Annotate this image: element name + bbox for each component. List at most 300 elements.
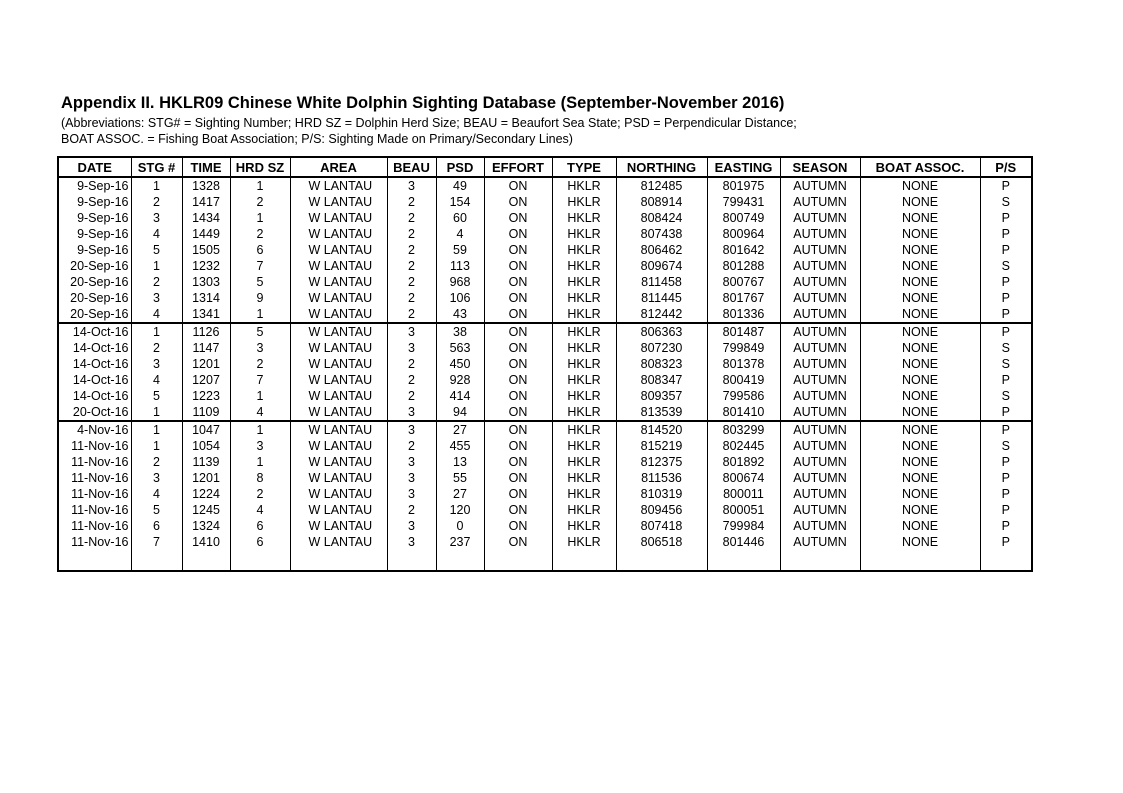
cell-date: 9-Sep-16 [58, 194, 131, 210]
cell-beau: 2 [387, 372, 436, 388]
cell-hrd-sz: 2 [230, 356, 290, 372]
empty-cell [552, 550, 616, 571]
cell-effort: ON [484, 258, 552, 274]
table-row [58, 502, 1032, 518]
cell-date: 20-Oct-16 [58, 404, 131, 421]
cell-type: HKLR [552, 518, 616, 534]
cell-date: 9-Sep-16 [58, 226, 131, 242]
cell-stg: 3 [131, 210, 182, 226]
cell-hrd-sz: 1 [230, 421, 290, 438]
cell-easting: 801975 [707, 177, 780, 194]
cell-season: AUTUMN [780, 356, 860, 372]
cell-effort: ON [484, 274, 552, 290]
cell-time: 1139 [182, 454, 230, 470]
cell-northing: 807438 [616, 226, 707, 242]
cell-psd: 0 [436, 518, 484, 534]
cell-season: AUTUMN [780, 388, 860, 404]
cell-hrd-sz: 1 [230, 210, 290, 226]
cell-hrd-sz: 1 [230, 388, 290, 404]
cell-ps: P [980, 404, 1032, 421]
cell-stg: 1 [131, 438, 182, 454]
table-row [58, 404, 1032, 421]
cell-boat-assoc: NONE [860, 177, 980, 194]
cell-beau: 3 [387, 340, 436, 356]
cell-psd: 55 [436, 470, 484, 486]
cell-area: W LANTAU [290, 518, 387, 534]
cell-season: AUTUMN [780, 258, 860, 274]
cell-northing: 809357 [616, 388, 707, 404]
cell-ps: P [980, 454, 1032, 470]
cell-effort: ON [484, 323, 552, 340]
cell-area: W LANTAU [290, 177, 387, 194]
cell-time: 1054 [182, 438, 230, 454]
cell-beau: 2 [387, 258, 436, 274]
empty-cell [387, 550, 436, 571]
cell-ps: S [980, 340, 1032, 356]
cell-effort: ON [484, 388, 552, 404]
cell-season: AUTUMN [780, 340, 860, 356]
cell-boat-assoc: NONE [860, 340, 980, 356]
cell-area: W LANTAU [290, 388, 387, 404]
cell-ps: S [980, 194, 1032, 210]
cell-beau: 3 [387, 486, 436, 502]
cell-northing: 808914 [616, 194, 707, 210]
cell-stg: 2 [131, 274, 182, 290]
cell-psd: 563 [436, 340, 484, 356]
cell-beau: 2 [387, 290, 436, 306]
header-beau: BEAU [387, 157, 436, 177]
cell-northing: 806518 [616, 534, 707, 550]
cell-psd: 450 [436, 356, 484, 372]
cell-time: 1201 [182, 470, 230, 486]
cell-easting: 801378 [707, 356, 780, 372]
cell-hrd-sz: 1 [230, 177, 290, 194]
cell-effort: ON [484, 372, 552, 388]
cell-stg: 3 [131, 470, 182, 486]
cell-easting: 801642 [707, 242, 780, 258]
cell-type: HKLR [552, 404, 616, 421]
cell-season: AUTUMN [780, 421, 860, 438]
cell-boat-assoc: NONE [860, 421, 980, 438]
cell-beau: 2 [387, 226, 436, 242]
header-easting: EASTING [707, 157, 780, 177]
cell-boat-assoc: NONE [860, 194, 980, 210]
cell-northing: 810319 [616, 486, 707, 502]
cell-hrd-sz: 9 [230, 290, 290, 306]
cell-season: AUTUMN [780, 454, 860, 470]
cell-effort: ON [484, 518, 552, 534]
cell-time: 1505 [182, 242, 230, 258]
cell-time: 1245 [182, 502, 230, 518]
cell-easting: 800674 [707, 470, 780, 486]
cell-northing: 813539 [616, 404, 707, 421]
cell-stg: 4 [131, 372, 182, 388]
table-row [58, 372, 1032, 388]
table-spacer-row [58, 550, 1032, 571]
cell-hrd-sz: 6 [230, 518, 290, 534]
cell-ps: P [980, 470, 1032, 486]
cell-date: 9-Sep-16 [58, 177, 131, 194]
empty-cell [182, 550, 230, 571]
cell-boat-assoc: NONE [860, 470, 980, 486]
cell-date: 11-Nov-16 [58, 486, 131, 502]
cell-area: W LANTAU [290, 372, 387, 388]
header-stg: STG # [131, 157, 182, 177]
cell-beau: 3 [387, 404, 436, 421]
cell-type: HKLR [552, 421, 616, 438]
cell-type: HKLR [552, 534, 616, 550]
cell-type: HKLR [552, 242, 616, 258]
cell-easting: 800011 [707, 486, 780, 502]
cell-northing: 812442 [616, 306, 707, 323]
cell-ps: P [980, 274, 1032, 290]
cell-season: AUTUMN [780, 194, 860, 210]
cell-stg: 3 [131, 356, 182, 372]
cell-season: AUTUMN [780, 306, 860, 323]
empty-cell [860, 550, 980, 571]
cell-type: HKLR [552, 226, 616, 242]
cell-date: 9-Sep-16 [58, 210, 131, 226]
cell-beau: 2 [387, 210, 436, 226]
cell-time: 1341 [182, 306, 230, 323]
cell-time: 1410 [182, 534, 230, 550]
cell-season: AUTUMN [780, 518, 860, 534]
cell-ps: P [980, 486, 1032, 502]
cell-hrd-sz: 5 [230, 323, 290, 340]
cell-type: HKLR [552, 258, 616, 274]
cell-northing: 815219 [616, 438, 707, 454]
cell-boat-assoc: NONE [860, 388, 980, 404]
cell-hrd-sz: 1 [230, 306, 290, 323]
cell-psd: 113 [436, 258, 484, 274]
cell-northing: 807230 [616, 340, 707, 356]
cell-northing: 808323 [616, 356, 707, 372]
cell-date: 11-Nov-16 [58, 534, 131, 550]
table-row [58, 438, 1032, 454]
cell-hrd-sz: 5 [230, 274, 290, 290]
cell-boat-assoc: NONE [860, 226, 980, 242]
cell-ps: P [980, 290, 1032, 306]
cell-boat-assoc: NONE [860, 454, 980, 470]
cell-type: HKLR [552, 454, 616, 470]
cell-easting: 799984 [707, 518, 780, 534]
cell-time: 1147 [182, 340, 230, 356]
cell-beau: 3 [387, 421, 436, 438]
cell-psd: 49 [436, 177, 484, 194]
cell-time: 1434 [182, 210, 230, 226]
cell-type: HKLR [552, 502, 616, 518]
cell-time: 1047 [182, 421, 230, 438]
cell-stg: 2 [131, 340, 182, 356]
cell-area: W LANTAU [290, 454, 387, 470]
cell-time: 1324 [182, 518, 230, 534]
cell-season: AUTUMN [780, 177, 860, 194]
cell-stg: 6 [131, 518, 182, 534]
cell-effort: ON [484, 486, 552, 502]
cell-psd: 928 [436, 372, 484, 388]
cell-hrd-sz: 8 [230, 470, 290, 486]
cell-date: 9-Sep-16 [58, 242, 131, 258]
page-title: Appendix II. HKLR09 Chinese White Dolphin Sighting Database (September-November 2016) [61, 94, 785, 112]
cell-hrd-sz: 2 [230, 486, 290, 502]
table-row [58, 388, 1032, 404]
empty-cell [707, 550, 780, 571]
table-row [58, 290, 1032, 306]
cell-stg: 2 [131, 194, 182, 210]
abbreviations-line: (Abbreviations: STG# = Sighting Number; HRD SZ = Dolphin Herd Size; BEAU = Beaufort Sea State; PSD = Perpendicular Distance; [61, 116, 797, 130]
cell-effort: ON [484, 226, 552, 242]
cell-stg: 7 [131, 534, 182, 550]
table-row [58, 177, 1032, 194]
cell-effort: ON [484, 438, 552, 454]
empty-cell [484, 550, 552, 571]
header-time: TIME [182, 157, 230, 177]
cell-beau: 2 [387, 242, 436, 258]
cell-season: AUTUMN [780, 226, 860, 242]
table-row [58, 226, 1032, 242]
cell-beau: 2 [387, 356, 436, 372]
cell-stg: 4 [131, 226, 182, 242]
cell-time: 1201 [182, 356, 230, 372]
cell-easting: 801288 [707, 258, 780, 274]
cell-season: AUTUMN [780, 486, 860, 502]
cell-boat-assoc: NONE [860, 404, 980, 421]
cell-psd: 60 [436, 210, 484, 226]
cell-area: W LANTAU [290, 306, 387, 323]
cell-stg: 1 [131, 177, 182, 194]
cell-area: W LANTAU [290, 404, 387, 421]
table-row [58, 454, 1032, 470]
cell-effort: ON [484, 290, 552, 306]
cell-type: HKLR [552, 438, 616, 454]
cell-type: HKLR [552, 210, 616, 226]
cell-psd: 106 [436, 290, 484, 306]
cell-psd: 414 [436, 388, 484, 404]
cell-time: 1207 [182, 372, 230, 388]
cell-ps: S [980, 356, 1032, 372]
cell-beau: 2 [387, 502, 436, 518]
cell-area: W LANTAU [290, 340, 387, 356]
empty-cell [980, 550, 1032, 571]
cell-date: 14-Oct-16 [58, 323, 131, 340]
table-row [58, 274, 1032, 290]
cell-northing: 806462 [616, 242, 707, 258]
empty-cell [436, 550, 484, 571]
cell-area: W LANTAU [290, 210, 387, 226]
cell-effort: ON [484, 502, 552, 518]
cell-easting: 801336 [707, 306, 780, 323]
cell-area: W LANTAU [290, 194, 387, 210]
cell-effort: ON [484, 242, 552, 258]
cell-northing: 807418 [616, 518, 707, 534]
cell-boat-assoc: NONE [860, 486, 980, 502]
cell-date: 14-Oct-16 [58, 356, 131, 372]
cell-type: HKLR [552, 177, 616, 194]
header-ps: P/S [980, 157, 1032, 177]
header-area: AREA [290, 157, 387, 177]
cell-boat-assoc: NONE [860, 258, 980, 274]
cell-hrd-sz: 6 [230, 534, 290, 550]
cell-ps: P [980, 323, 1032, 340]
cell-ps: S [980, 258, 1032, 274]
cell-area: W LANTAU [290, 534, 387, 550]
cell-easting: 801487 [707, 323, 780, 340]
table-row [58, 323, 1032, 340]
cell-ps: P [980, 518, 1032, 534]
cell-beau: 3 [387, 534, 436, 550]
cell-season: AUTUMN [780, 242, 860, 258]
cell-type: HKLR [552, 306, 616, 323]
cell-beau: 2 [387, 306, 436, 323]
cell-ps: P [980, 226, 1032, 242]
cell-hrd-sz: 7 [230, 258, 290, 274]
cell-northing: 812375 [616, 454, 707, 470]
header-boat-assoc: BOAT ASSOC. [860, 157, 980, 177]
cell-psd: 154 [436, 194, 484, 210]
cell-easting: 801892 [707, 454, 780, 470]
table-row [58, 534, 1032, 550]
cell-ps: P [980, 306, 1032, 323]
cell-stg: 2 [131, 454, 182, 470]
cell-area: W LANTAU [290, 470, 387, 486]
cell-ps: P [980, 242, 1032, 258]
cell-stg: 1 [131, 404, 182, 421]
cell-date: 14-Oct-16 [58, 340, 131, 356]
cell-effort: ON [484, 421, 552, 438]
table-body [58, 177, 1032, 571]
cell-area: W LANTAU [290, 226, 387, 242]
cell-stg: 4 [131, 306, 182, 323]
cell-area: W LANTAU [290, 274, 387, 290]
cell-date: 4-Nov-16 [58, 421, 131, 438]
cell-season: AUTUMN [780, 290, 860, 306]
cell-ps: S [980, 438, 1032, 454]
table-row [58, 258, 1032, 274]
cell-season: AUTUMN [780, 323, 860, 340]
cell-hrd-sz: 4 [230, 502, 290, 518]
table-row [58, 210, 1032, 226]
cell-boat-assoc: NONE [860, 274, 980, 290]
cell-hrd-sz: 4 [230, 404, 290, 421]
cell-beau: 2 [387, 194, 436, 210]
table-row [58, 306, 1032, 323]
cell-effort: ON [484, 404, 552, 421]
cell-easting: 802445 [707, 438, 780, 454]
cell-area: W LANTAU [290, 486, 387, 502]
cell-northing: 812485 [616, 177, 707, 194]
cell-date: 11-Nov-16 [58, 518, 131, 534]
cell-hrd-sz: 3 [230, 340, 290, 356]
cell-type: HKLR [552, 372, 616, 388]
abbreviations-note [61, 115, 797, 147]
cell-effort: ON [484, 306, 552, 323]
header-date: DATE [58, 157, 131, 177]
cell-date: 11-Nov-16 [58, 470, 131, 486]
cell-hrd-sz: 3 [230, 438, 290, 454]
cell-type: HKLR [552, 194, 616, 210]
cell-psd: 237 [436, 534, 484, 550]
cell-area: W LANTAU [290, 502, 387, 518]
cell-time: 1126 [182, 323, 230, 340]
cell-ps: P [980, 372, 1032, 388]
table-row [58, 242, 1032, 258]
cell-effort: ON [484, 177, 552, 194]
table-row [58, 486, 1032, 502]
cell-hrd-sz: 2 [230, 226, 290, 242]
cell-effort: ON [484, 470, 552, 486]
table-row [58, 340, 1032, 356]
cell-northing: 808424 [616, 210, 707, 226]
cell-stg: 1 [131, 323, 182, 340]
table-row [58, 356, 1032, 372]
cell-effort: ON [484, 210, 552, 226]
cell-effort: ON [484, 194, 552, 210]
header-season: SEASON [780, 157, 860, 177]
cell-boat-assoc: NONE [860, 518, 980, 534]
header-psd: PSD [436, 157, 484, 177]
cell-psd: 59 [436, 242, 484, 258]
cell-ps: P [980, 210, 1032, 226]
cell-boat-assoc: NONE [860, 372, 980, 388]
cell-easting: 800051 [707, 502, 780, 518]
cell-type: HKLR [552, 470, 616, 486]
cell-ps: P [980, 502, 1032, 518]
cell-date: 11-Nov-16 [58, 502, 131, 518]
cell-psd: 94 [436, 404, 484, 421]
cell-beau: 3 [387, 470, 436, 486]
cell-effort: ON [484, 454, 552, 470]
cell-time: 1449 [182, 226, 230, 242]
cell-date: 20-Sep-16 [58, 306, 131, 323]
cell-area: W LANTAU [290, 421, 387, 438]
cell-date: 14-Oct-16 [58, 372, 131, 388]
cell-time: 1314 [182, 290, 230, 306]
table-row [58, 421, 1032, 438]
header-effort: EFFORT [484, 157, 552, 177]
cell-northing: 814520 [616, 421, 707, 438]
cell-easting: 803299 [707, 421, 780, 438]
cell-easting: 800767 [707, 274, 780, 290]
empty-cell [230, 550, 290, 571]
cell-effort: ON [484, 356, 552, 372]
cell-beau: 3 [387, 177, 436, 194]
cell-ps: S [980, 388, 1032, 404]
cell-type: HKLR [552, 356, 616, 372]
empty-cell [616, 550, 707, 571]
cell-stg: 5 [131, 502, 182, 518]
cell-northing: 811445 [616, 290, 707, 306]
cell-stg: 5 [131, 242, 182, 258]
abbreviations-line: BOAT ASSOC. = Fishing Boat Association; P/S: Sighting Made on Primary/Secondary Lines) [61, 132, 573, 146]
cell-easting: 801410 [707, 404, 780, 421]
cell-ps: P [980, 177, 1032, 194]
cell-northing: 809456 [616, 502, 707, 518]
cell-northing: 806363 [616, 323, 707, 340]
cell-boat-assoc: NONE [860, 502, 980, 518]
cell-type: HKLR [552, 274, 616, 290]
table-row [58, 518, 1032, 534]
cell-time: 1303 [182, 274, 230, 290]
cell-easting: 800419 [707, 372, 780, 388]
cell-time: 1328 [182, 177, 230, 194]
cell-boat-assoc: NONE [860, 356, 980, 372]
empty-cell [131, 550, 182, 571]
cell-stg: 1 [131, 421, 182, 438]
cell-season: AUTUMN [780, 372, 860, 388]
cell-effort: ON [484, 534, 552, 550]
cell-easting: 799586 [707, 388, 780, 404]
cell-time: 1224 [182, 486, 230, 502]
